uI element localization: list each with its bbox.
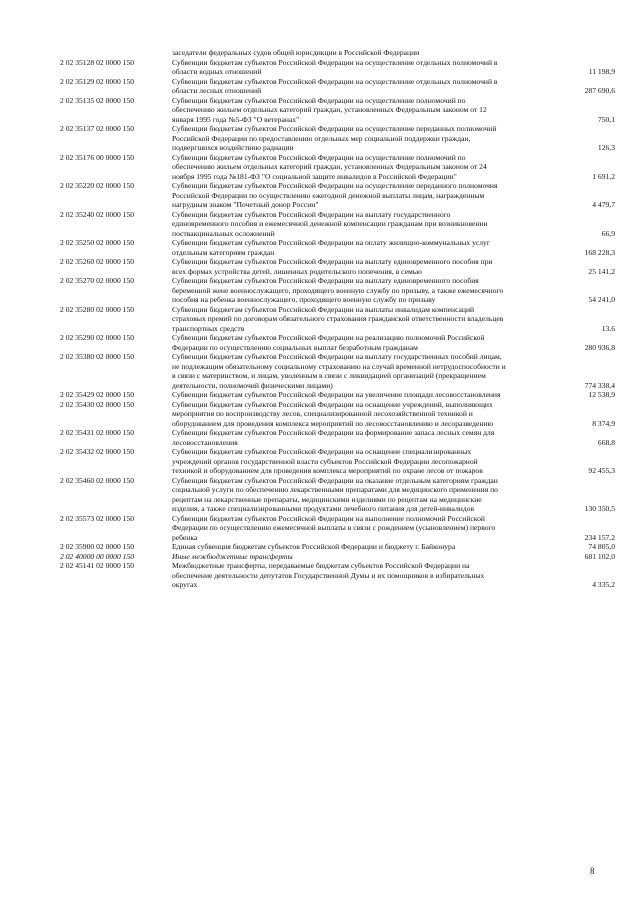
table-row bbox=[60, 333, 620, 352]
income-name: Субвенции бюджетам субъектов Российской Федерации на осуществление полномочий по обеспечению жильем отдельных категорий граждан, установленных Федеральным законом от 24 ноября 1995 года №181-ФЗ "О социальной защите инвалидов в Российской Федерации" bbox=[172, 152, 487, 181]
income-name: Субвенции бюджетам субъектов Российской Федерации на оснащение специализированных учреждений органов государственной власти субъектов Российской Федерации лесопожарной техникой и оборудованием для проведения комплекса мероприятий по охране лесов от пожаров bbox=[172, 447, 483, 475]
table-row bbox=[60, 400, 620, 429]
budget-code: 2 02 35129 02 0000 150 bbox=[60, 76, 135, 86]
income-name: Субвенции бюджетам субъектов Российской Федерации на оказание отдельным категориям граждан социальной услуги по обеспечению лекарственными препаратами для медицинского применения по рецептам на лекарственные препараты, медицинскими изделиями по рецептам на медицинские изделия, а также специализированными продуктами лечебного питания для детей-инвалидов bbox=[172, 475, 498, 513]
budget-code: 2 02 35128 02 0000 150 bbox=[60, 57, 135, 67]
income-name: Иные межбюджетные трансферты bbox=[172, 551, 293, 561]
budget-code: 2 02 35260 02 0000 150 bbox=[60, 257, 135, 266]
table-row bbox=[60, 96, 620, 125]
amount-value: 4 479,7 bbox=[592, 200, 615, 209]
amount-value: 8 374,9 bbox=[592, 418, 615, 428]
budget-code: 2 02 35429 02 0000 150 bbox=[60, 390, 135, 399]
income-name: Субвенции бюджетам субъектов Российской Федерации на реализацию полномочий Российской Федерации по осуществлению социальных выплат безработным гражданам bbox=[172, 333, 485, 352]
budget-code: 2 02 45141 02 0000 150 bbox=[60, 561, 135, 570]
income-name: Субвенции бюджетам субъектов Российской Федерации на выполнение полномочий Российской Федерации по осуществлению ежемесячной выплаты в связи с рождением (усыновлением) первого ребенка bbox=[172, 513, 496, 542]
amount-value: 168 228,3 bbox=[584, 247, 615, 257]
table-row bbox=[60, 514, 620, 543]
amount-value: 280 936,8 bbox=[584, 342, 615, 352]
amount-value: 66,9 bbox=[601, 228, 615, 238]
income-name: Субвенции бюджетам субъектов Российской Федерации на формирование запаса лесных семян для лесовосстановления bbox=[172, 428, 495, 447]
amount-value: 92 455,3 bbox=[588, 466, 615, 475]
table-row bbox=[60, 238, 620, 257]
income-name: Субвенции бюджетам субъектов Российской Федерации на осуществление отдельных полномочий в области лесных отношений bbox=[172, 76, 498, 95]
table-row bbox=[60, 428, 620, 447]
amount-value: 130 350,5 bbox=[584, 504, 615, 513]
income-name: Субвенции бюджетам субъектов Российской Федерации на выплату государственного единовременного пособия и ежемесячной денежной компенсации гражданам при возникновении поствакцинальных осложнений bbox=[172, 209, 488, 238]
table-row bbox=[60, 561, 620, 590]
income-name: Межбюджетные трансферты, передаваемые бюджетам субъектов Российской Федерации на обеспечение деятельности депутатов Государственной Думы и их помощников в избирательных округах bbox=[172, 561, 485, 589]
income-name: Субвенции бюджетам субъектов Российской Федерации на выплату государственных пособий лицам, не подлежащим обязательному социальному страхованию на случай временной нетрудоспособности и в связи с материнством, и лицам, уволенным в связи с ликвидацией организаций (прекращением деятельности, полномочий физическими лицами) bbox=[172, 352, 506, 390]
budget-code: 2 02 35220 02 0000 150 bbox=[60, 181, 135, 190]
budget-code: 2 02 35431 02 0000 150 bbox=[60, 428, 135, 437]
amount-value: 74 805,0 bbox=[588, 542, 615, 551]
income-name: Субвенции бюджетам субъектов Российской Федерации на оплату жилищно-коммунальных услуг отдельным категориям граждан bbox=[172, 238, 490, 257]
income-name: Единая субвенция бюджетам субъектов Российской Федерации и бюджету г. Байконура bbox=[172, 542, 456, 551]
amount-value: 13,6 bbox=[601, 323, 615, 333]
amount-value: 234 157,2 bbox=[584, 532, 615, 542]
table-row bbox=[60, 257, 620, 276]
table-row bbox=[60, 542, 620, 552]
amount-value: 11 198,9 bbox=[588, 67, 615, 76]
table-row bbox=[60, 153, 620, 182]
budget-code: 2 02 35290 02 0000 150 bbox=[60, 333, 135, 342]
income-name: Субвенции бюджетам субъектов Российской Федерации на осуществление переданного полномочия Российской Федерации по осуществлению ежегодной денежной выплаты лицам, награжденным нагрудным знаком "Почетный донор России" bbox=[172, 181, 498, 209]
amount-value: 287 690,6 bbox=[584, 86, 615, 95]
budget-code: 2 02 40000 00 0000 150 bbox=[60, 551, 135, 561]
income-name: Субвенции бюджетам субъектов Российской Федерации на осуществление полномочий по обеспечению жильем отдельных категорий граждан, установленных Федеральным законом от 12 января 1995 года №5-ФЗ "О ветеранах" bbox=[172, 95, 487, 124]
table-row bbox=[60, 276, 620, 305]
table-row bbox=[60, 305, 620, 334]
amount-value: 12 538,9 bbox=[588, 390, 615, 399]
budget-code: 2 02 35250 02 0000 150 bbox=[60, 238, 135, 247]
amount-value: 774 338,4 bbox=[584, 380, 615, 390]
amount-value: 668,8 bbox=[597, 437, 615, 447]
amount-value: 750,1 bbox=[597, 114, 615, 124]
budget-code: 2 02 35430 02 0000 150 bbox=[60, 399, 135, 409]
income-name: Субвенции бюджетам субъектов Российской Федерации на осуществление отдельных полномочий в области водных отношений bbox=[172, 57, 498, 76]
amount-value: 4 335,2 bbox=[592, 580, 615, 589]
budget-table bbox=[60, 48, 620, 590]
continuation-text: заседатели федеральных судов общей юрисдикции в Российской Федерации bbox=[172, 48, 420, 57]
table-row bbox=[60, 390, 620, 400]
budget-code: 2 02 35176 00 0000 150 bbox=[60, 152, 135, 162]
table-row bbox=[60, 77, 620, 96]
income-name: Субвенции бюджетам субъектов Российской Федерации на выплату единовременного пособия при всех формах устройства детей, лишенных родительского попечения, в семью bbox=[172, 257, 493, 276]
budget-code: 2 02 35432 02 0000 150 bbox=[60, 447, 135, 456]
budget-code: 2 02 35137 02 0000 150 bbox=[60, 124, 135, 133]
budget-code: 2 02 35573 02 0000 150 bbox=[60, 513, 135, 523]
income-name: Субвенции бюджетам субъектов Российской Федерации на оснащение учреждений, выполняющих мероприятия по воспроизводству лесов, специализированной лесохозяйственной техникой и оборудованием для проведения комплекса мероприятий по лесовосстановлению и лесоразведению bbox=[172, 399, 494, 428]
budget-code: 2 02 35135 02 0000 150 bbox=[60, 95, 135, 105]
amount-value: 681 102,0 bbox=[584, 551, 615, 561]
amount-value: 1 691,2 bbox=[592, 171, 615, 181]
table-row bbox=[60, 124, 620, 153]
table-row bbox=[60, 210, 620, 239]
continuation-row bbox=[60, 48, 620, 58]
budget-code: 2 02 35270 02 0000 150 bbox=[60, 276, 135, 285]
table-row bbox=[60, 476, 620, 514]
budget-code: 2 02 35460 02 0000 150 bbox=[60, 475, 135, 485]
table-row bbox=[60, 552, 620, 562]
table-row bbox=[60, 58, 620, 77]
page-number: 8 bbox=[590, 866, 595, 876]
budget-code: 2 02 35380 02 0000 150 bbox=[60, 352, 135, 361]
income-name: Субвенции бюджетам субъектов Российской Федерации на осуществление переданных полномочий Российской Федерации по предоставлению отдельных мер социальной поддержки граждан, подвергшихся воздействию радиации bbox=[172, 124, 497, 152]
income-name: Субвенции бюджетам субъектов Российской Федерации на увеличение площади лесовосстановления bbox=[172, 390, 501, 399]
table-row bbox=[60, 352, 620, 390]
income-name: Субвенции бюджетам субъектов Российской Федерации на выплаты инвалидам компенсаций страховых премий по договорам обязательного страхования гражданской ответственности владельцев транспортных средств bbox=[172, 304, 504, 333]
budget-code: 2 02 35240 02 0000 150 bbox=[60, 209, 135, 219]
amount-value: 54 241,0 bbox=[588, 295, 615, 304]
amount-value: 126,3 bbox=[597, 143, 615, 152]
table-row bbox=[60, 181, 620, 210]
table-row bbox=[60, 447, 620, 476]
amount-value: 25 141,2 bbox=[588, 266, 615, 276]
budget-code: 2 02 35900 02 0000 150 bbox=[60, 542, 135, 551]
income-name: Субвенции бюджетам субъектов Российской Федерации на выплату единовременного пособия беременной жене военнослужащего, проходящего военную службу по призыву, а также ежемесячного пособия на ребенка военнослужащего, проходящего военную службу по призыву bbox=[172, 276, 504, 304]
budget-code: 2 02 35280 02 0000 150 bbox=[60, 304, 135, 314]
